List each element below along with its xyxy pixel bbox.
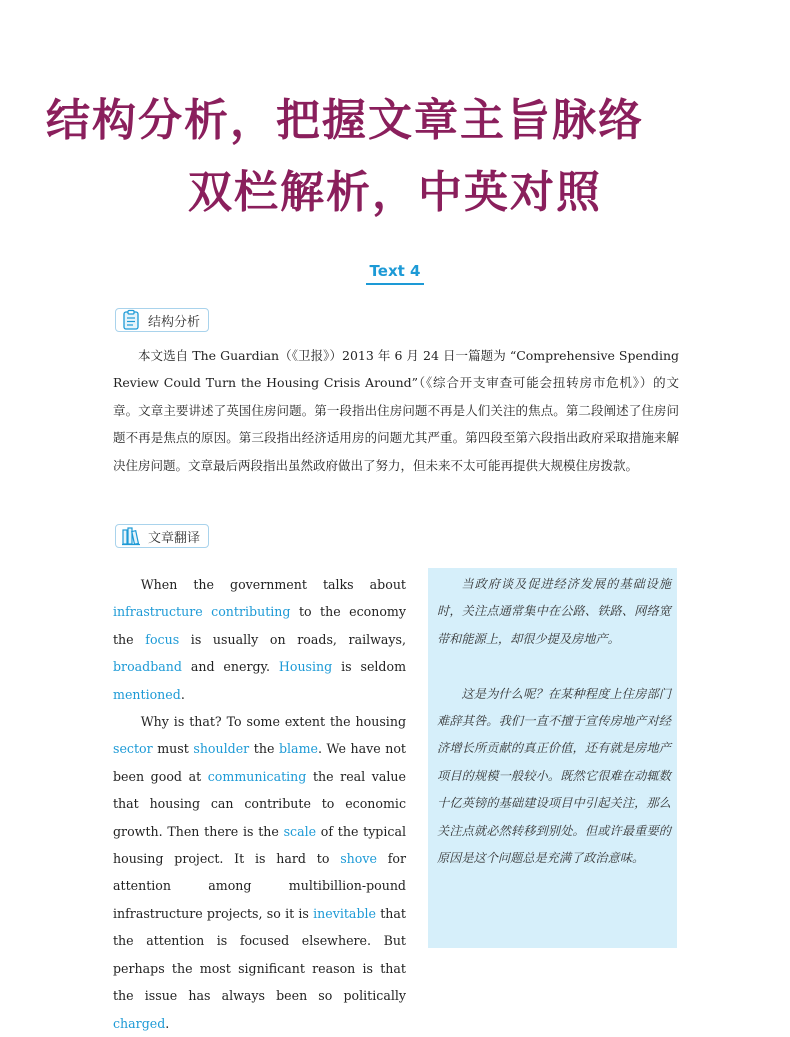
vocab-word: shoulder <box>193 741 250 757</box>
vocab-word: infrastructure <box>113 604 203 620</box>
chinese-paragraph-2: 这是为什么呢？在某种程度上住房部门难辞其咎。我们一直不擅于宣传房地产对经济增长所贡献的真正价值，还有就是房地产项目的规模一般较小。既然它很难在动辄数十亿英镑的基础建设项目中引起关注，那么关注点就必然转移到别处。但或许最重要的原因是这个问题总是充满了政治意味。 <box>437 686 671 866</box>
text-title-label: Text 4 <box>366 262 425 285</box>
english-text-segment: the real value that housing can contribute to economic growth. Then there is the <box>113 768 406 839</box>
english-text-segment: for attention among multibillion-pound infrastructure projects, so it is <box>113 851 406 921</box>
english-text-segment: . We have not been good at <box>113 741 406 784</box>
vocab-word: inevitable <box>313 905 376 921</box>
english-text-segment: must <box>152 741 194 757</box>
headline-line-1: 结构分析，把握文章主旨脉络 <box>46 95 644 146</box>
vocab-word: contributing <box>211 604 291 620</box>
english-text-segment: is usually on roads, railways, <box>179 631 407 647</box>
vocab-word: scale <box>283 823 317 839</box>
english-text-segment: that the attention is focused elsewhere. But perhaps the most significant reason is that the issue has always been so politically <box>113 905 406 1004</box>
text-title <box>0 262 790 285</box>
vocab-word: focus <box>145 631 180 647</box>
translation-tag <box>115 524 209 548</box>
english-text-segment: . <box>165 1015 170 1031</box>
vocab-word: charged <box>113 1015 166 1031</box>
chinese-paragraph-1: 当政府谈及促进经济发展的基础设施时，关注点通常集中在公路、铁路、网络宽带和能源上，却很少提及房地产。 <box>437 577 671 646</box>
structure-summary <box>113 342 679 479</box>
english-text-segment: When the government talks about <box>140 577 406 592</box>
english-paragraph-2 <box>113 708 406 1037</box>
vocab-word: broadband <box>113 659 182 675</box>
english-text-segment: is seldom <box>332 659 407 675</box>
structure-analysis-label: 结构分析 <box>148 314 201 330</box>
chinese-column <box>437 571 671 872</box>
vocab-word: Housing <box>278 659 333 675</box>
english-paragraph-1 <box>113 571 406 708</box>
english-text-segment: Why is that? To some extent the housing <box>140 714 406 730</box>
structure-summary-text: 本文选自 The Guardian（《卫报》）2013 年 6 月 24 日一篇题为 “Comprehensive Spending Review Could Turn the Housing Crisis Around”（《综合开支审查可能会扭转房市危机》）的文章。文章主要讲述了英国住房问题。第一段指出住房问题不再是人们关注的焦点。第二段阐述了住房问题不再是焦点的原因。第三段指出经济适用房的问题尤其严重。第四段至第六段指出政府采取措施来解决住房问题。文章最后两段指出虽然政府做出了努力，但未来不太可能再提供大规模住房拨款。 <box>113 348 679 473</box>
english-text-segment: of the typical housing project. It is hard to <box>113 823 406 867</box>
vocab-word: shove <box>340 851 377 867</box>
vocab-word: mentioned <box>113 686 181 702</box>
vocab-word: sector <box>113 741 153 757</box>
english-text-segment: . <box>180 686 185 702</box>
english-text-segment: and energy. <box>181 659 279 675</box>
structure-analysis-tag <box>115 308 209 332</box>
english-column <box>113 571 406 1037</box>
english-text-segment <box>203 604 211 619</box>
vocab-word: communicating <box>207 768 307 784</box>
headline-line-2: 双栏解析，中英对照 <box>188 167 602 218</box>
clipboard-icon <box>120 309 142 331</box>
vocab-word: blame <box>278 741 318 757</box>
translation-label: 文章翻译 <box>148 530 201 546</box>
english-text-segment: to the economy the <box>113 604 406 647</box>
books-icon <box>120 525 142 547</box>
english-text-segment: the <box>249 741 279 757</box>
